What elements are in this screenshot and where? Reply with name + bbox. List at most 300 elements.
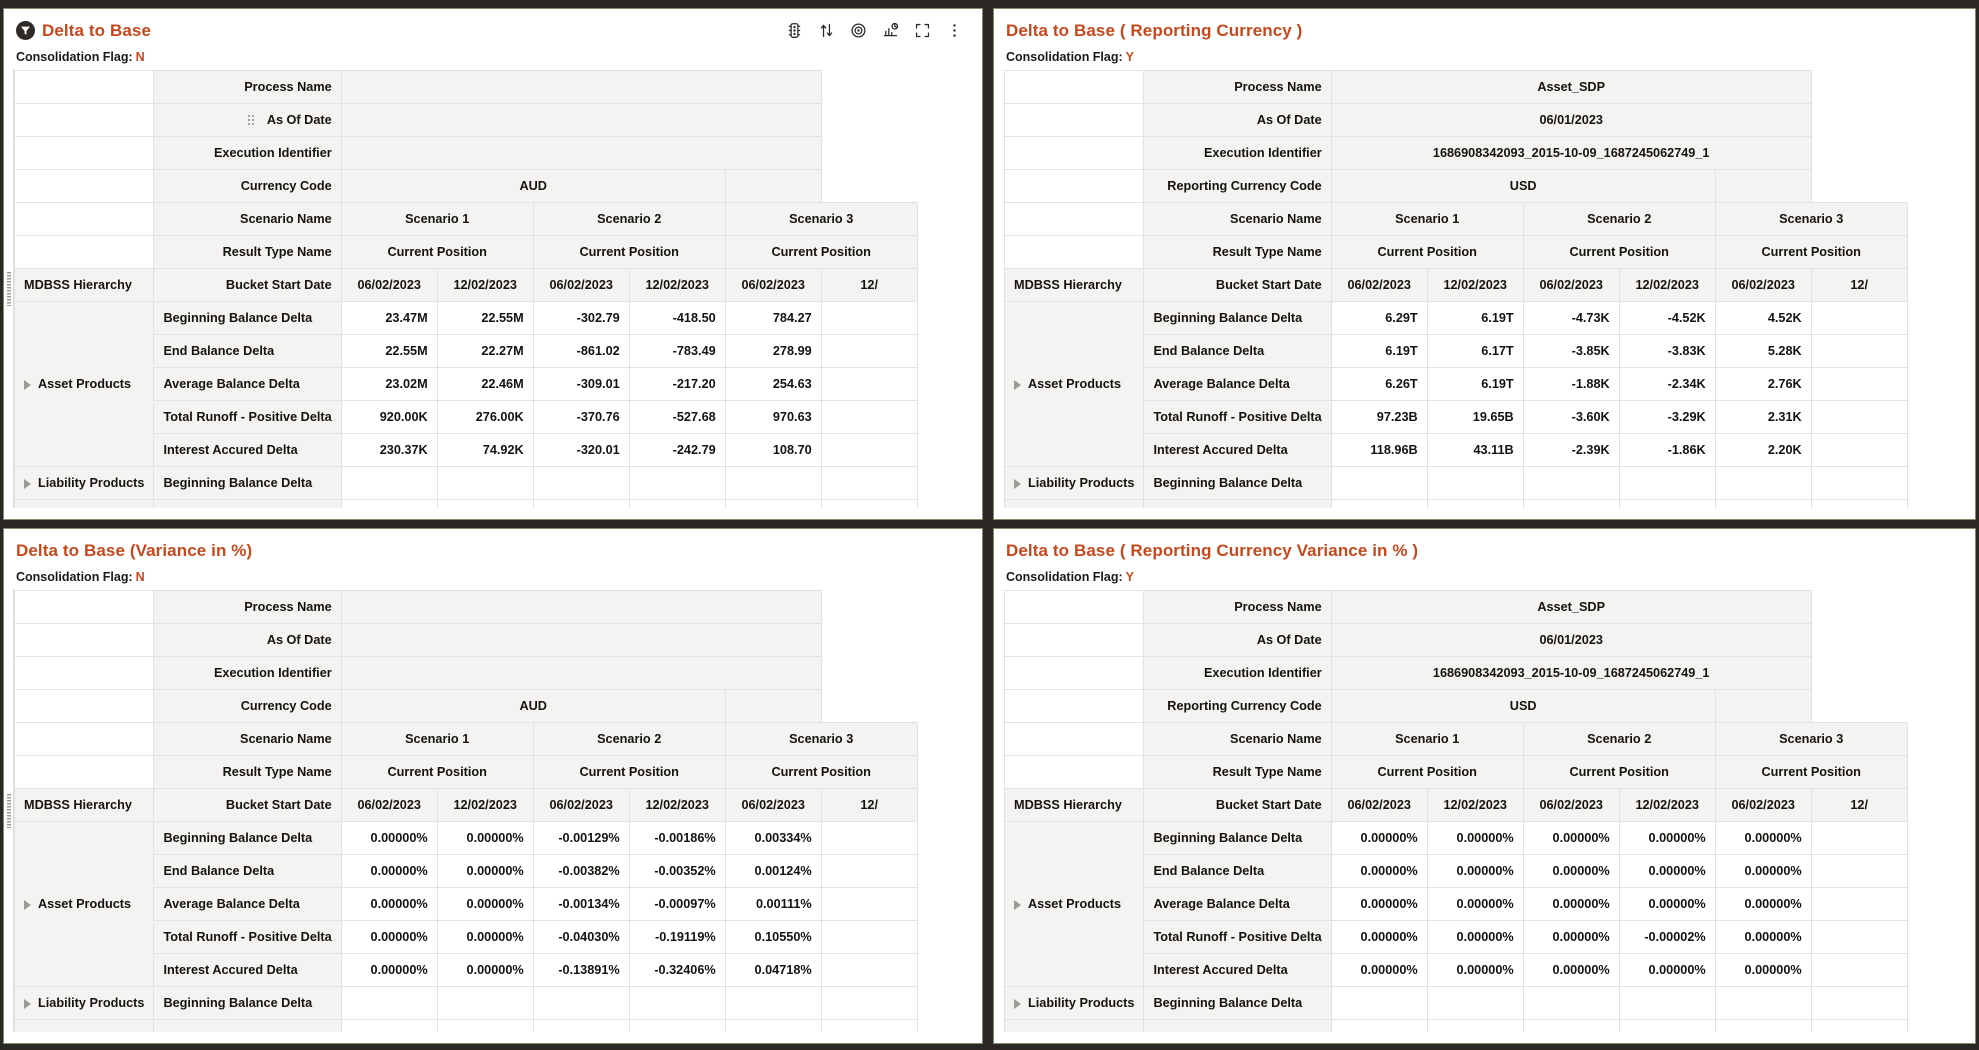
data-cell [725, 1020, 821, 1033]
meta-row-label: Execution Identifier [213, 666, 332, 680]
group-cell-liability-products[interactable] [1005, 987, 1144, 1020]
data-cell: 0.00000% [1523, 921, 1619, 954]
data-cell [821, 368, 917, 401]
data-cell: 0.00000% [1427, 855, 1523, 888]
data-cell: 0.00000% [437, 921, 533, 954]
data-cell: 0.10550% [725, 921, 821, 954]
expand-caret-icon[interactable] [24, 900, 31, 910]
group-label: Asset Products [1028, 897, 1122, 911]
measure-label: Beginning Balance Delta [154, 987, 341, 1020]
meta-label-cell [154, 104, 341, 137]
meta-row [1005, 104, 1908, 137]
data-cell: 0.00000% [1331, 855, 1427, 888]
data-cell [629, 1020, 725, 1033]
data-cell: 278.99 [725, 335, 821, 368]
meta-value-cell: 1686908342093_2015-10-09_1687245062749_1 [1331, 137, 1811, 170]
data-cell: -4.73K [1523, 302, 1619, 335]
scenario-name-cell: Scenario 1 [1331, 203, 1523, 236]
fullscreen-icon[interactable] [913, 21, 932, 40]
meta-label-cell [154, 170, 341, 203]
bucket-date-cell[interactable]: 12/02/2023 [437, 269, 533, 302]
result-type-row-label: Result Type Name [154, 756, 341, 789]
result-type-row-label: Result Type Name [1144, 756, 1331, 789]
bucket-date-cell[interactable]: 06/02/2023 [1331, 269, 1427, 302]
bucket-date-header-row [15, 269, 918, 302]
data-cell [341, 987, 437, 1020]
measure-label: End Balance Delta [154, 855, 341, 888]
data-cell: 0.00000% [1427, 954, 1523, 987]
traffic-light-icon[interactable] [785, 21, 804, 40]
data-cell [821, 855, 917, 888]
meta-row-spacer [725, 690, 821, 723]
data-cell: -320.01 [533, 434, 629, 467]
meta-row-label: As Of Date [266, 633, 332, 647]
pivot-table-scroll[interactable] [994, 590, 1975, 1032]
data-cell: -309.01 [533, 368, 629, 401]
more-vertical-icon[interactable] [945, 21, 964, 40]
panel-title: Delta to Base [42, 20, 152, 40]
panel-title: Delta to Base ( Reporting Currency Variance in % ) [1006, 540, 1419, 560]
data-cell: 6.19T [1427, 302, 1523, 335]
bucket-date-cell[interactable]: 12/02/2023 [1427, 789, 1523, 822]
meta-label-cell [154, 624, 341, 657]
result-type-row-label: Result Type Name [1144, 236, 1331, 269]
data-cell [1331, 1020, 1427, 1033]
panel-inner [3, 528, 983, 1044]
data-cell: 0.00000% [341, 822, 437, 855]
meta-value-cell: AUD [341, 170, 725, 203]
corner-cell [1005, 624, 1144, 657]
data-cell [1811, 434, 1907, 467]
meta-row-spacer [725, 170, 821, 203]
data-cell: -3.83K [1619, 335, 1715, 368]
data-cell [341, 500, 437, 509]
meta-row-label: Process Name [1234, 600, 1322, 614]
pivot-table [14, 590, 918, 1032]
data-cell: 0.00000% [1331, 921, 1427, 954]
data-cell: -0.00186% [629, 822, 725, 855]
corner-cell [1005, 137, 1144, 170]
bucket-row-label: Bucket Start Date [1144, 269, 1331, 302]
pivot-table [1004, 590, 1908, 1032]
meta-value-cell: 06/01/2023 [1331, 104, 1811, 137]
data-cell: 74.92K [437, 434, 533, 467]
group-cell-asset-products[interactable] [15, 822, 154, 987]
meta-row [15, 170, 918, 203]
data-cell [1811, 500, 1907, 509]
data-cell [1523, 467, 1619, 500]
corner-cell [1005, 203, 1144, 236]
data-cell: 118.96B [1331, 434, 1427, 467]
data-cell [629, 467, 725, 500]
data-cell [1811, 467, 1907, 500]
data-cell: 0.00000% [1619, 954, 1715, 987]
data-cell [821, 401, 917, 434]
group-cell-asset-products[interactable] [15, 302, 154, 467]
data-cell: 0.00124% [725, 855, 821, 888]
table-row [1005, 467, 1908, 500]
scenario-name-cell: Scenario 1 [1331, 723, 1523, 756]
data-cell: 0.00334% [725, 822, 821, 855]
pivot-table-scroll[interactable] [4, 70, 982, 508]
data-cell: 22.27M [437, 335, 533, 368]
data-cell [437, 1020, 533, 1033]
data-cell: -0.04030% [533, 921, 629, 954]
result-type-cell: Current Position [1331, 756, 1523, 789]
data-cell: -4.52K [1619, 302, 1715, 335]
corner-cell [1005, 591, 1144, 624]
data-cell: -527.68 [629, 401, 725, 434]
data-cell [1811, 987, 1907, 1020]
group-cell-liability-products[interactable] [15, 987, 154, 1020]
corner-cell [15, 756, 154, 789]
data-cell [1427, 467, 1523, 500]
data-cell: -0.00382% [533, 855, 629, 888]
data-cell: 0.00000% [1715, 888, 1811, 921]
data-cell: 6.29T [1331, 302, 1427, 335]
measure-label: Beginning Balance Delta [154, 822, 341, 855]
meta-row [15, 137, 918, 170]
drag-grip-icon[interactable] [7, 794, 11, 828]
data-cell [533, 467, 629, 500]
dimension-header: MDBSS Hierarchy [1005, 789, 1144, 822]
meta-label-cell [1144, 624, 1331, 657]
dimension-header: MDBSS Hierarchy [15, 269, 154, 302]
expand-caret-icon[interactable] [1014, 999, 1021, 1009]
row-drag-handle[interactable] [248, 115, 257, 126]
target-icon[interactable] [849, 21, 868, 40]
scenario-header-row [1005, 203, 1908, 236]
meta-row [1005, 657, 1908, 690]
data-cell [1811, 954, 1907, 987]
measure-label: End Balance Delta [1144, 855, 1331, 888]
bucket-date-cell[interactable]: 06/02/2023 [1715, 789, 1811, 822]
meta-row-spacer [1715, 690, 1811, 723]
meta-row-label: Execution Identifier [213, 146, 332, 160]
result-type-cell: Current Position [1715, 236, 1907, 269]
result-type-header-row [1005, 756, 1908, 789]
group-cell-empty [1005, 500, 1144, 509]
bucket-date-header-row [1005, 269, 1908, 302]
data-cell: 0.00000% [341, 888, 437, 921]
panel-toolbar [785, 21, 968, 40]
bucket-date-cell[interactable]: 06/02/2023 [1715, 269, 1811, 302]
bucket-date-cell[interactable]: 12/02/2023 [1427, 269, 1523, 302]
data-cell: -302.79 [533, 302, 629, 335]
meta-value-cell [341, 657, 821, 690]
data-cell: 0.00000% [437, 888, 533, 921]
meta-label-cell [1144, 170, 1331, 203]
consolidation-flag-label: Consolidation Flag: [16, 570, 133, 584]
expand-caret-icon[interactable] [24, 479, 31, 489]
data-cell [629, 987, 725, 1020]
group-label: Liability Products [38, 996, 145, 1010]
group-label: Asset Products [38, 897, 132, 911]
expand-caret-icon[interactable] [1014, 479, 1021, 489]
measure-label: Beginning Balance Delta [1144, 822, 1331, 855]
data-cell: 2.20K [1715, 434, 1811, 467]
corner-cell [15, 104, 154, 137]
data-cell: -0.13891% [533, 954, 629, 987]
result-type-cell: Current Position [1331, 236, 1523, 269]
data-cell: 0.00000% [1331, 888, 1427, 921]
meta-label-cell [1144, 137, 1331, 170]
expand-caret-icon[interactable] [24, 999, 31, 1009]
bucket-date-cell[interactable]: 06/02/2023 [1523, 789, 1619, 822]
dimension-header: MDBSS Hierarchy [15, 789, 154, 822]
consolidation-flag-value: Y [1125, 570, 1135, 584]
data-cell: 0.00000% [1715, 954, 1811, 987]
corner-cell [15, 71, 154, 104]
data-cell [1523, 1020, 1619, 1033]
data-cell [533, 987, 629, 1020]
measure-label: Interest Accured Delta [154, 954, 341, 987]
data-cell: -0.00352% [629, 855, 725, 888]
data-cell [437, 467, 533, 500]
meta-label-cell [1144, 71, 1331, 104]
data-cell [1715, 500, 1811, 509]
consolidation-flag [4, 563, 982, 590]
group-cell-asset-products[interactable] [1005, 302, 1144, 467]
pivot-table-scroll[interactable] [994, 70, 1975, 508]
table-row [15, 467, 918, 500]
meta-label-cell [1144, 690, 1331, 723]
result-type-header-row [15, 236, 918, 269]
meta-row [1005, 137, 1908, 170]
data-cell [821, 335, 917, 368]
corner-cell [1005, 71, 1144, 104]
data-cell: 230.37K [341, 434, 437, 467]
group-cell-empty [15, 1020, 154, 1033]
bucket-date-cell[interactable]: 12/ [1811, 789, 1907, 822]
meta-value-cell: Asset_SDP [1331, 71, 1811, 104]
data-cell [437, 500, 533, 509]
result-type-cell: Current Position [341, 756, 533, 789]
data-cell: 0.00000% [1427, 888, 1523, 921]
measure-label-empty [1144, 500, 1331, 509]
result-type-cell: Current Position [725, 236, 917, 269]
data-cell [725, 987, 821, 1020]
meta-value-cell: USD [1331, 690, 1715, 723]
data-cell [1811, 822, 1907, 855]
data-cell: 6.19T [1427, 368, 1523, 401]
data-cell: 276.00K [437, 401, 533, 434]
meta-row-label: As Of Date [1256, 633, 1322, 647]
scenario-name-cell: Scenario 2 [1523, 203, 1715, 236]
meta-label-cell [1144, 104, 1331, 137]
bucket-date-cell[interactable]: 12/ [1811, 269, 1907, 302]
measure-label: Interest Accured Delta [1144, 954, 1331, 987]
meta-row [1005, 690, 1908, 723]
data-cell [821, 987, 917, 1020]
scenario-name-cell: Scenario 3 [1715, 203, 1907, 236]
data-cell [821, 500, 917, 509]
expand-caret-icon[interactable] [1014, 380, 1021, 390]
meta-row [1005, 591, 1908, 624]
data-cell: -1.88K [1523, 368, 1619, 401]
data-cell: 920.00K [341, 401, 437, 434]
bucket-date-cell[interactable]: 12/ [821, 789, 917, 822]
data-cell: 0.00000% [1427, 822, 1523, 855]
data-cell: -0.00097% [629, 888, 725, 921]
bucket-date-cell[interactable]: 06/02/2023 [1331, 789, 1427, 822]
bucket-date-cell[interactable]: 06/02/2023 [341, 269, 437, 302]
bucket-date-cell[interactable]: 06/02/2023 [533, 789, 629, 822]
table-row [1005, 302, 1908, 335]
meta-label-cell [154, 657, 341, 690]
data-cell [533, 500, 629, 509]
data-cell: 0.04718% [725, 954, 821, 987]
filter-funnel-icon [16, 21, 35, 40]
data-cell: -0.32406% [629, 954, 725, 987]
measure-label: Average Balance Delta [154, 368, 341, 401]
data-cell: -0.00002% [1619, 921, 1715, 954]
group-cell-empty [15, 500, 154, 509]
expand-caret-icon[interactable] [1014, 900, 1021, 910]
chart-analytics-icon[interactable] [881, 21, 900, 40]
data-cell [629, 500, 725, 509]
data-cell [725, 500, 821, 509]
measure-label: End Balance Delta [1144, 335, 1331, 368]
bucket-date-cell[interactable]: 06/02/2023 [533, 269, 629, 302]
scenario-name-cell: Scenario 3 [1715, 723, 1907, 756]
corner-cell [15, 690, 154, 723]
bucket-date-cell[interactable]: 12/02/2023 [629, 269, 725, 302]
meta-row-label: Reporting Currency Code [1167, 179, 1322, 193]
panel-drag-rail[interactable] [5, 590, 14, 1032]
result-type-cell: Current Position [533, 236, 725, 269]
bucket-date-cell[interactable]: 06/02/2023 [725, 269, 821, 302]
meta-row [1005, 624, 1908, 657]
data-cell [1811, 888, 1907, 921]
data-cell [1811, 855, 1907, 888]
meta-row-label: Process Name [244, 600, 332, 614]
data-cell: 0.00000% [1715, 921, 1811, 954]
data-cell: 0.00000% [1523, 822, 1619, 855]
data-cell [821, 1020, 917, 1033]
data-cell: 0.00000% [437, 855, 533, 888]
group-label: Asset Products [38, 377, 132, 391]
data-cell: 5.28K [1715, 335, 1811, 368]
scenario-header-row [15, 723, 918, 756]
measure-label: Beginning Balance Delta [154, 467, 341, 500]
consolidation-flag [994, 43, 1975, 70]
consolidation-flag [994, 563, 1975, 590]
group-cell-liability-products[interactable] [15, 467, 154, 500]
data-cell: 0.00000% [341, 855, 437, 888]
corner-cell [15, 591, 154, 624]
data-cell [1811, 921, 1907, 954]
result-type-header-row [15, 756, 918, 789]
panel-drag-rail[interactable] [5, 70, 14, 508]
group-cell-liability-products[interactable] [1005, 467, 1144, 500]
panel-title: Delta to Base (Variance in %) [16, 540, 253, 560]
dimension-header: MDBSS Hierarchy [1005, 269, 1144, 302]
bucket-date-cell[interactable]: 06/02/2023 [341, 789, 437, 822]
bucket-date-cell[interactable]: 12/02/2023 [629, 789, 725, 822]
group-cell-asset-products[interactable] [1005, 822, 1144, 987]
data-cell: 43.11B [1427, 434, 1523, 467]
data-cell [437, 987, 533, 1020]
panel-inner [3, 8, 983, 520]
bucket-date-cell[interactable]: 12/ [821, 269, 917, 302]
data-cell [821, 921, 917, 954]
table-row-partial [1005, 1020, 1908, 1033]
measure-label-empty [154, 500, 341, 509]
bucket-date-cell[interactable]: 12/02/2023 [1619, 269, 1715, 302]
data-cell: 0.00000% [1331, 954, 1427, 987]
meta-label-cell [1144, 657, 1331, 690]
meta-row [15, 657, 918, 690]
drag-grip-icon[interactable] [7, 272, 11, 306]
table-row [15, 987, 918, 1020]
data-cell [821, 954, 917, 987]
data-cell: 108.70 [725, 434, 821, 467]
meta-label-cell [154, 137, 341, 170]
meta-row-label: Process Name [1234, 80, 1322, 94]
meta-value-cell: USD [1331, 170, 1715, 203]
meta-value-cell: 1686908342093_2015-10-09_1687245062749_1 [1331, 657, 1811, 690]
result-type-cell: Current Position [1523, 756, 1715, 789]
corner-cell [1005, 104, 1144, 137]
group-label: Liability Products [1028, 996, 1135, 1010]
table-row-partial [15, 500, 918, 509]
corner-cell [15, 723, 154, 756]
consolidation-flag-label: Consolidation Flag: [16, 50, 133, 64]
measure-label: Beginning Balance Delta [154, 302, 341, 335]
consolidation-flag-value: N [135, 570, 145, 584]
table-row [1005, 822, 1908, 855]
pivot-table [1004, 70, 1908, 508]
corner-cell [1005, 236, 1144, 269]
data-cell [1619, 500, 1715, 509]
data-cell: 6.26T [1331, 368, 1427, 401]
data-cell [1619, 987, 1715, 1020]
result-type-cell: Current Position [341, 236, 533, 269]
data-cell [1811, 368, 1907, 401]
bucket-date-cell[interactable]: 12/02/2023 [1619, 789, 1715, 822]
data-cell: -0.00129% [533, 822, 629, 855]
corner-cell [1005, 657, 1144, 690]
data-cell: -3.85K [1523, 335, 1619, 368]
table-row-partial [1005, 500, 1908, 509]
sort-arrows-icon[interactable] [817, 21, 836, 40]
data-cell: 23.47M [341, 302, 437, 335]
corner-cell [15, 170, 154, 203]
corner-cell [1005, 170, 1144, 203]
data-cell: 0.00000% [1619, 888, 1715, 921]
consolidation-flag-value: N [135, 50, 145, 64]
scenario-name-cell: Scenario 1 [341, 203, 533, 236]
bucket-date-cell[interactable]: 06/02/2023 [1523, 269, 1619, 302]
data-cell [1619, 1020, 1715, 1033]
expand-caret-icon[interactable] [24, 380, 31, 390]
data-cell [341, 467, 437, 500]
data-cell: -370.76 [533, 401, 629, 434]
meta-value-cell: Asset_SDP [1331, 591, 1811, 624]
data-cell [1811, 401, 1907, 434]
meta-label-cell [154, 71, 341, 104]
data-cell: 2.31K [1715, 401, 1811, 434]
pivot-table-scroll[interactable] [4, 590, 982, 1032]
data-cell [821, 467, 917, 500]
data-cell: -3.60K [1523, 401, 1619, 434]
data-cell: 0.00111% [725, 888, 821, 921]
data-cell: 22.46M [437, 368, 533, 401]
table-row-partial [15, 1020, 918, 1033]
bucket-date-cell[interactable]: 06/02/2023 [725, 789, 821, 822]
bucket-date-cell[interactable]: 12/02/2023 [437, 789, 533, 822]
